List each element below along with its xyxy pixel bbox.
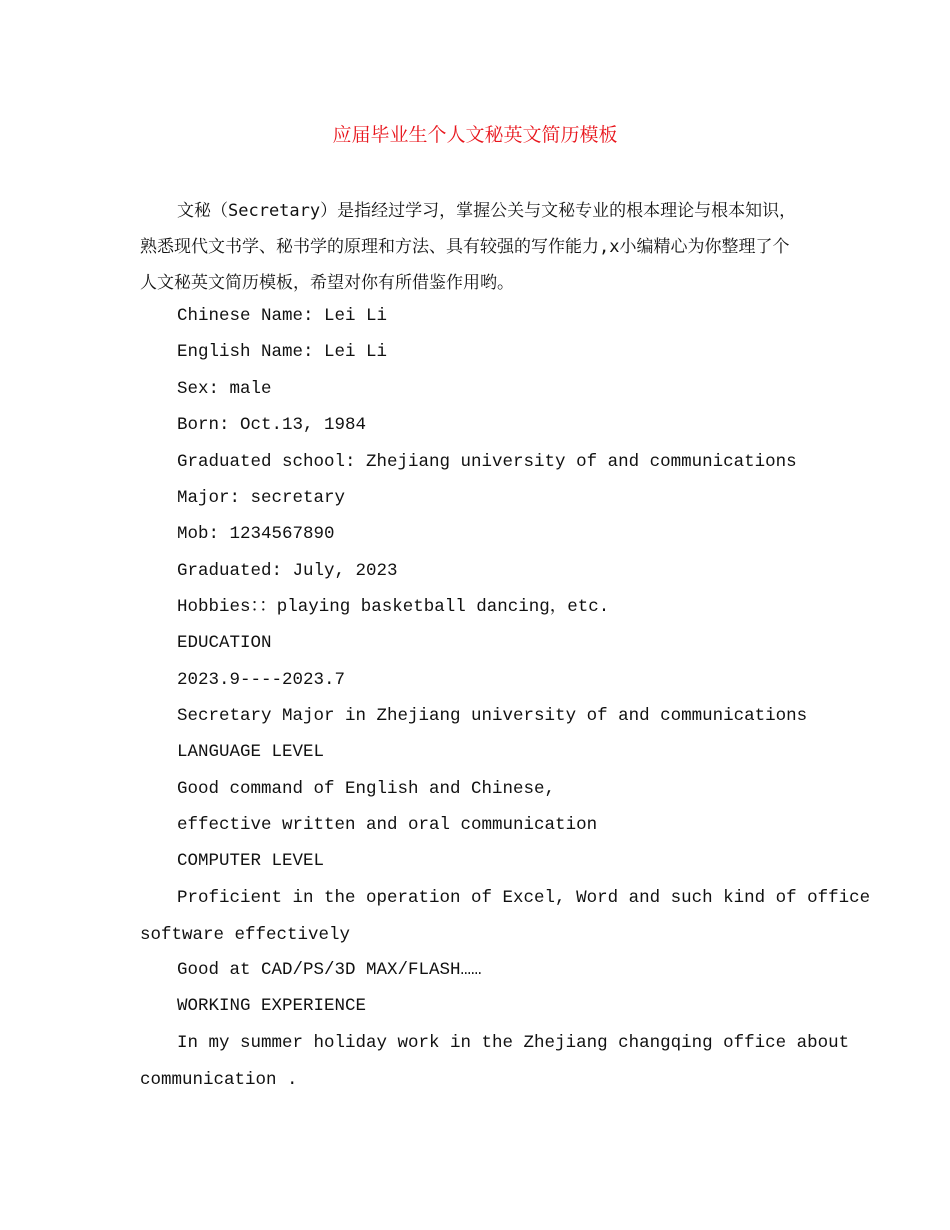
work-line-1-continued: communication .: [140, 1070, 298, 1090]
computer-line-1-continued: software effectively: [140, 925, 351, 945]
education-heading: EDUCATION: [177, 633, 272, 653]
intro-paragraph: 文秘（Secretary）是指经过学习，掌握公关与文秘专业的根本理论与根本知识，熟悉现代文书学、秘书学的原理和方法、具有较强的写作能力,x小编精心为你整理了个人文秘英文简历模板，希望对你有所借鉴作用哟。: [140, 201, 797, 293]
hobbies-line: Hobbies：：playing basketball dancing，etc.: [177, 597, 610, 617]
education-period: 2023.9----2023.7: [177, 670, 346, 690]
computer-line-2: Good at CAD/PS/3D MAX/FLASH……: [177, 960, 482, 980]
education-detail: Secretary Major in Zhejiang university of and communications: [177, 706, 808, 726]
language-line-1: Good command of English and Chinese,: [177, 779, 556, 799]
born-line: Born: Oct.13, 1984: [177, 415, 367, 435]
computer-heading: COMPUTER LEVEL: [177, 851, 325, 871]
graduated-date-line: Graduated: July, 2023: [177, 561, 398, 581]
work-heading: WORKING EXPERIENCE: [177, 996, 367, 1016]
graduated-school-line: Graduated school: Zhejiang university of and communications: [177, 452, 797, 472]
document-title: 应届毕业生个人文秘英文简历模板: [332, 124, 618, 146]
major-line: Major: secretary: [177, 488, 346, 508]
english-name-line: English Name: Lei Li: [177, 342, 388, 362]
language-line-2: effective written and oral communication: [177, 815, 598, 835]
computer-line-1: Proficient in the operation of Excel, Word and such kind of office: [177, 888, 871, 908]
chinese-name-line: Chinese Name: Lei Li: [177, 306, 388, 326]
mobile-line: Mob: 1234567890: [177, 524, 335, 544]
language-heading: LANGUAGE LEVEL: [177, 742, 325, 762]
work-line-1: In my summer holiday work in the Zhejiang changqing office about: [177, 1033, 850, 1053]
sex-line: Sex: male: [177, 379, 272, 399]
